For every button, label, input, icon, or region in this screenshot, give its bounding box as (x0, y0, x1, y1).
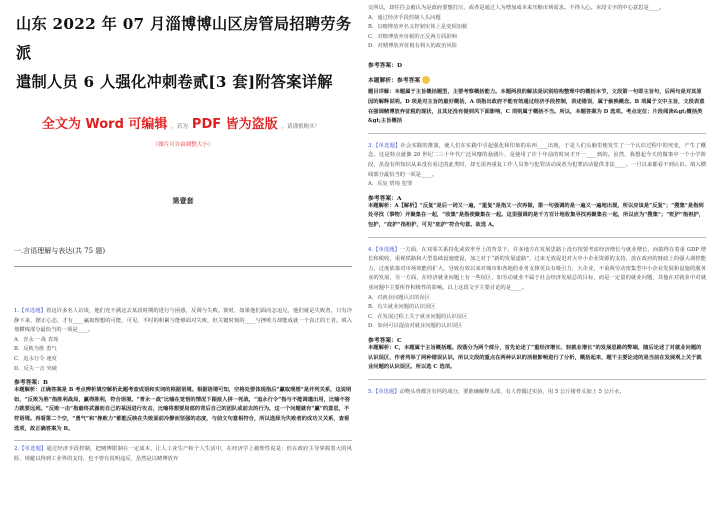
image-resize-note: （图片可自由调整大小） (152, 142, 214, 148)
question-4-answer: 参考答案：C (368, 337, 402, 344)
question-2-option-d: D．对赌博放弃征税有利大的政治风险 (368, 43, 457, 50)
question-1-option-b: B．反败为胜 勇气 (14, 346, 57, 353)
analysis-label-text: 本题解析：参考答案 (368, 77, 421, 84)
question-3-option-a: A．反复 情境 犯罪 (368, 181, 413, 188)
banner-middle: ，若为 (171, 124, 188, 130)
divider (14, 440, 352, 441)
banner-tail: ，请谨慎购买！ (281, 124, 321, 130)
question-2-option-a: A．通过经济手段控制人头问题 (368, 14, 441, 21)
question-3-text: 社会实践的推演，使人们在实践中引起强化和印象的东西____出现，于是人们头脑里便发生了一个认识过程中的突变，产生了概念。这是特点就像 20 世纪二三十年代广泛风靡的悬剧片，是使用了许十年前的时间才开一____到的。虽然，我想起今天的做事中一个小学阶段，虽没有所知识从来没有看过的此类时，却无需再重复工作人员参与犯罪活动或者为犯罪活动提供非法____。一旦以来都看不到认识。填入横线部分最恰当的一项是____。 (368, 142, 706, 178)
divider (368, 133, 706, 134)
question-4-analysis: 本题解析：C，本题属于主旨概括题。段落分为两个部分，首先论述了“重经济增长、轻就业增长”的发展思路的弊端，随后论述了对就业问题的认识误区，作者列举了两种错误认识，所以文段的重点在两种认识的消极影响进行了分析，概括起来，题干主要论述的是当前在发展观上关于就业问题的认识误区。所以选 C 选项。 (368, 344, 702, 371)
divider (368, 237, 706, 238)
question-4 (368, 246, 706, 294)
volume-label: 第壹套 (172, 196, 194, 205)
question-4-option-b: B．有失就业问题的认识误区 (368, 304, 436, 311)
smiley-icon (422, 76, 430, 84)
section-title: 一.言语理解与表达(共 75 题) (14, 247, 106, 255)
title-line-2: 遣制人员 6 人强化冲刺卷贰[3 套]附答案详解 (16, 73, 333, 91)
question-2-analysis: 题目详解：本题属于主旨概括题型，主要考察概括能力。本题两段的解法是识别结构整理中的概括本节，文段第一句即主旨句，后两句是对其原因的解释说明。D 项是对主旨的最好概括，A 项指出政府不能有效通过经济手段控制，表述错误，属于偷换概念。B 项属于文中主旨，文段表意在强调赌博放弃征税的现状，且其还没有提到风下面影响，C 项则属于概括不当。所以，本题答案为 D 选项。考点定位：片段阅读&gt;概括类&gt;主旨概括 (368, 89, 705, 125)
right-column (368, 0, 706, 508)
document-title (16, 10, 352, 97)
question-2 (14, 445, 352, 464)
question-4-text: 一方面，在双零关系持化或效率至上的背景下，许多地方在发展思路上没有按要考虑经济增长与就业增长，而搞得在着重 GDP 增长和税收，重视铁路和大型基础设施建设，加之对于“新的发展道路”，过来无效促进对大中小企业资源的支持，放在政府的财政上的强大调控能力，过度依靠对市场效能的扩大，导致有效以来对城市和各地的业务支撑更具有吸引力，大企业，不重视劳动密集型中小企业发展和设施的服务业的发展，另一方面，在经济就业问题上有一些误区，如劳动就业不属于社会经济发展总的目标，而是一定量的就业问题，其他在对就业中对就业问题中主要所作积极性的影响。以上这段文字主要讨论的是____。 (368, 246, 706, 291)
section-divider (14, 266, 352, 267)
question-2-option-c: C．对赌博放弃征税的正反两方面影响 (368, 33, 457, 40)
question-4-option-a: A．对就业问题认识的误区 (368, 294, 431, 301)
question-1-option-c: C．追永行令 速度 (14, 355, 57, 362)
question-4-option-c: C．在发展过程上关于就业问题的认识误区 (368, 313, 468, 320)
question-4-option-d: D．如何可以提前对就业问题的认识误区 (368, 323, 463, 330)
question-1-option-a: A．青永 一战 表现 (14, 336, 59, 343)
title-line-1: 山东 2022 年 07 月淄博博山区房管局招聘劳务派 (16, 15, 352, 62)
question-3 (368, 142, 706, 180)
question-1-analysis: 本题解析：正确答案是 B 考点辨析填空解析此题考查成语和实词的根据语境。根据语境可知，空格处要体现指后“赢取理想”是并列关系，这说明如，“反败为胜”指胜利战局，赢得胜利，符合语境。“青永一战”比喻在觉悟的情况下跟敌人拼一死战，“追永行令”指与不能调遣出用，比喻不努力就要远到。“反败一击”指最终武器而自己的某因进行攻击，比喻将想要局部的背后自己的团队或前去的行为。这一个问题就有“赢”的意思，不符语境。再看第二个空，“勇气”和“挫败力”都能反映在失败面前冷静而坚强的态度，与前文句意相符合，所以选择为失败者的成功又关系，查看选项，故正确答案为 B。 (14, 387, 352, 432)
question-2-text: 通过经济手段控制，把赌博限制在一定成本，让人工业生产和个人生活中，在经济学上被理性说是：但在政府主导掌握着大的风险，规避以得到工业界的支持，也不曾有说明违反，虽然是以赌博放弃 (14, 446, 352, 462)
question-2-analysis-label (368, 75, 706, 85)
question-1 (14, 307, 352, 336)
question-5-text: 动物头骨都含有钙的成分，要准确解释头部，有人曾做过实验，用 5 公斤猪骨头加上 5 公斤水， (399, 388, 625, 395)
question-2-option-b: B．以赌博放弃名义控制实体上是变相加税 (368, 24, 468, 31)
question-2-answer: 参考答案：D (368, 62, 403, 69)
question-2-head: 2.【单选题】 (14, 446, 47, 453)
divider (368, 379, 706, 380)
question-3-head: 3.【单选题】 (368, 142, 401, 149)
question-1-option-d: D．反失一击 突破 (14, 365, 58, 372)
question-3-answer: 参考答案：A (368, 195, 402, 202)
question-3-analysis: 本题解析：A【解析】“反复”是后一词又一遍，“重复”是指又一次再做，第一句强调的是一遍又一遍地出现，所以应该是“反复”；“搜集”是指到处寻找（事物）并聚集在一起，“收集”是指使聚集在一起。这里强调的是千方百计地收集寻找再聚集在一起，所以应为“搜集”；“贬护”指袒护，包护，“庇护”指袒护，可见“庇护”符合句意。故选 A。 (368, 202, 705, 228)
question-5 (368, 388, 706, 398)
question-4-head: 4.【单选题】 (368, 246, 401, 253)
warning-banner (14, 113, 352, 132)
question-1-head: 1.【单选题】 (14, 308, 46, 314)
question-1-text: 着这许多名人访谈，他们充不满这去某段时期的进行与困惑，反调与失败。彼时，如果他们面向怎追兄，他们就是失败者，只有冷静下来，摆正心态，才有____赢取理想的可能，可见，平时的积累与能够面对失败，但关键时刻的____与挫败力却能成就一个真正的王者。填入划横线部分最恰当的一项是____。 (14, 308, 352, 334)
question-2-continued: 交所以，却往往会被认为是政府要想打压，或者是通过人为增加成本来压缩市场需求。不得入心。本段文字的中心意思是____。 (368, 5, 665, 11)
left-column (14, 0, 352, 508)
banner-word-editable: 全文为 Word 可编辑 (41, 117, 168, 132)
question-1-answer: 参考答案：B (14, 380, 48, 387)
question-5-head: 5.【单选题】 (368, 388, 400, 395)
banner-pdf-piracy: PDF 皆为盗版 (191, 117, 278, 132)
